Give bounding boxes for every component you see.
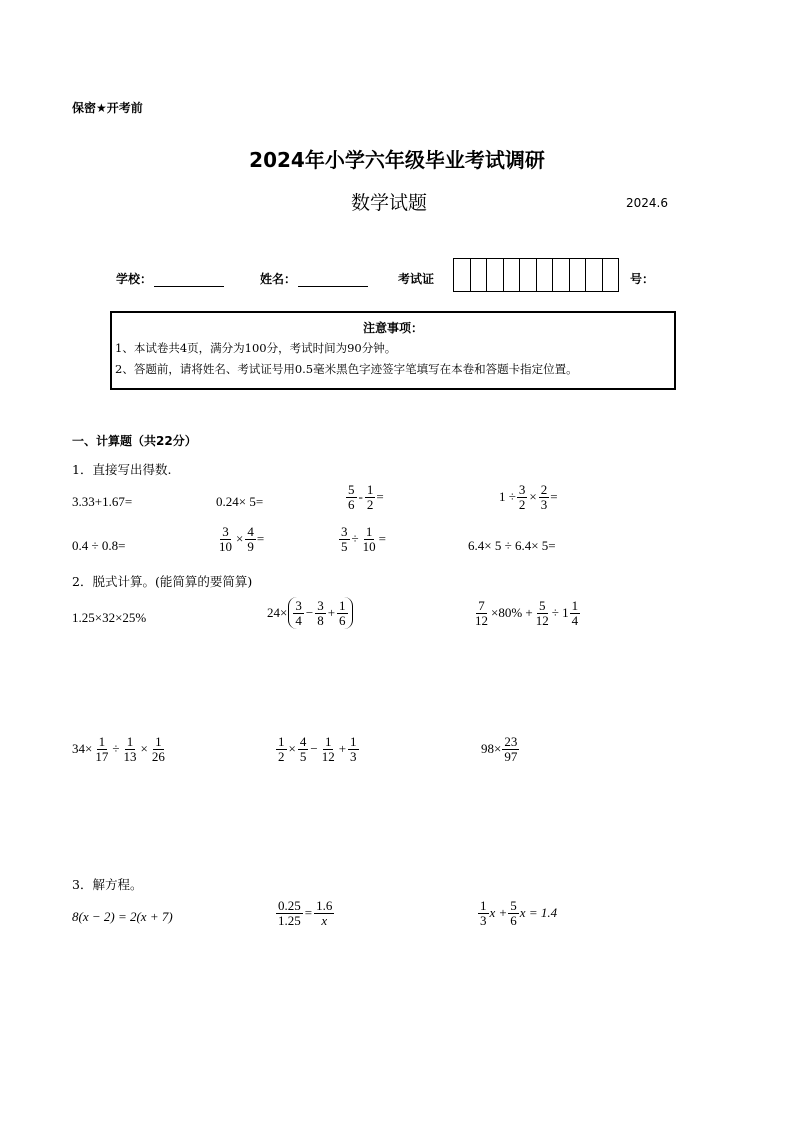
exam-id-label: 考试证: [398, 272, 435, 286]
exam-id-cell[interactable]: [570, 259, 587, 291]
q1-item-g: $\frac{3}{5}$ ÷ $\frac{1}{10}$ =: [341, 524, 386, 554]
name-label: 姓名：: [260, 272, 297, 286]
q1-item-e: 0.4 ÷ 0.8=: [72, 538, 126, 553]
exam-subtitle: 数学试题: [351, 192, 428, 214]
q1-item-c: $\frac{5}{6}$ - $\frac{1}{2}$ =: [348, 482, 384, 512]
school-input-line[interactable]: [154, 272, 224, 287]
fraction: $\frac{1}{2}$: [366, 482, 374, 512]
school-field: [116, 270, 224, 287]
exam-id-cell[interactable]: [471, 259, 488, 291]
fraction: $\frac{0.25}{1.25}$: [278, 898, 301, 928]
q1-item-f: $\frac{3}{10}$ × $\frac{4}{9}$ =: [219, 524, 265, 554]
fraction: $\frac{5}{6}$: [510, 898, 517, 928]
fraction: $\frac{4}{9}$: [247, 524, 254, 554]
fraction: $\frac{1}{2}$: [278, 734, 285, 764]
exam-id-cell[interactable]: [454, 259, 471, 291]
fraction: $\frac{1}{4}$: [571, 598, 579, 628]
confidential-label: 保密★开考前: [72, 101, 143, 115]
exam-id-cell[interactable]: [504, 259, 521, 291]
question-1-title: 1．直接写出得数.: [72, 462, 172, 477]
q1-item-b: 0.24× 5=: [216, 494, 264, 509]
q2-item-f: 98× $\frac{23}{97}$: [481, 734, 518, 764]
fraction: $\frac{4}{5}$: [299, 734, 307, 764]
exam-id-cell[interactable]: [586, 259, 603, 291]
q3-item-a: 8(x − 2) = 2(x + 7): [72, 909, 173, 924]
school-label: 学校：: [116, 272, 153, 286]
fraction: $\frac{3}{8}$: [317, 598, 324, 628]
exam-id-cell[interactable]: [520, 259, 537, 291]
exam-title: 2024年小学六年级毕业考试调研: [249, 148, 545, 172]
fraction: $\frac{1}{3}$: [480, 898, 487, 928]
exam-id-cell[interactable]: [487, 259, 504, 291]
exam-id-cell[interactable]: [603, 259, 619, 291]
exam-id-suffix: 号：: [630, 272, 655, 286]
fraction: $\frac{3}{2}$: [518, 482, 526, 512]
fraction: $\frac{1}{3}$: [350, 734, 357, 764]
parentheses: $\frac{3}{4}$ − $\frac{3}{8}$ + $\frac{1}{6}$: [288, 597, 352, 629]
q3-item-c: $\frac{1}{3}$ x + $\frac{5}{6}$ x = 1.4: [480, 898, 558, 928]
q1-item-a: 3.33+1.67=: [72, 494, 133, 509]
fraction: $\frac{1}{12}$: [321, 734, 335, 764]
fraction: $\frac{3}{5}$: [341, 524, 348, 554]
question-2-title: 2．脱式计算。(能简算的要简算): [72, 574, 253, 589]
fraction: $\frac{1}{6}$: [339, 598, 346, 628]
exam-id-cell[interactable]: [553, 259, 570, 291]
q2-item-a: 1.25×32×25%: [72, 610, 147, 625]
notice-box: [110, 311, 676, 390]
question-3-title: 3．解方程。: [72, 877, 143, 892]
name-input-line[interactable]: [298, 272, 368, 287]
q1-item-d: 1 ÷ $\frac{3}{2}$ × $\frac{2}{3}$ =: [499, 482, 558, 512]
notice-title: 注意事项：: [362, 321, 423, 335]
q1-item-h: 6.4× 5 ÷ 6.4× 5=: [468, 538, 556, 553]
q2-item-b: 24× $\frac{3}{4}$ − $\frac{3}{8}$ + $\frac{1}{6}$: [267, 597, 354, 629]
fraction: $\frac{3}{10}$: [219, 524, 232, 554]
fraction: $\frac{1}{17}$: [95, 734, 109, 764]
fraction: $\frac{5}{12}$: [535, 598, 549, 628]
section-title: 一、计算题（共22分）: [72, 434, 197, 448]
name-field: [260, 270, 368, 287]
fraction: $\frac{5}{6}$: [348, 482, 355, 512]
fraction: $\frac{1}{13}$: [123, 734, 137, 764]
exam-id-cell[interactable]: [537, 259, 554, 291]
q2-item-d: 34× $\frac{1}{17}$ ÷ $\frac{1}{13}$ × $\frac{1}{26}$: [72, 734, 165, 764]
exam-id-boxes[interactable]: [453, 258, 619, 292]
fraction: $\frac{1.6}{x}$: [316, 898, 333, 928]
q2-item-e: $\frac{1}{2}$ × $\frac{4}{5}$ − $\frac{1}{12}$ + $\frac{1}{3}$: [278, 734, 357, 764]
fraction: $\frac{2}{3}$: [540, 482, 548, 512]
fraction: $\frac{7}{12}$: [475, 598, 488, 628]
fraction: $\frac{3}{4}$: [295, 598, 302, 628]
exam-date: 2024.6: [626, 196, 668, 210]
fraction: $\frac{1}{10}$: [362, 524, 376, 554]
q2-item-c: $\frac{7}{12}$ ×80% + $\frac{5}{12}$ ÷ 1 $\frac{1}{4}$: [475, 598, 579, 628]
fraction: $\frac{23}{97}$: [504, 734, 518, 764]
q3-item-b: $\frac{0.25}{1.25}$ = $\frac{1.6}{x}$: [278, 898, 333, 928]
fraction: $\frac{1}{26}$: [151, 734, 165, 764]
notice-item-1: 1、本试卷共4页，满分为100分，考试时间为90分钟。: [115, 341, 397, 355]
notice-item-2: 2、答题前，请将姓名、考试证号用0.5毫米黑色字迹签字笔填写在本卷和答题卡指定位置。: [115, 362, 578, 376]
